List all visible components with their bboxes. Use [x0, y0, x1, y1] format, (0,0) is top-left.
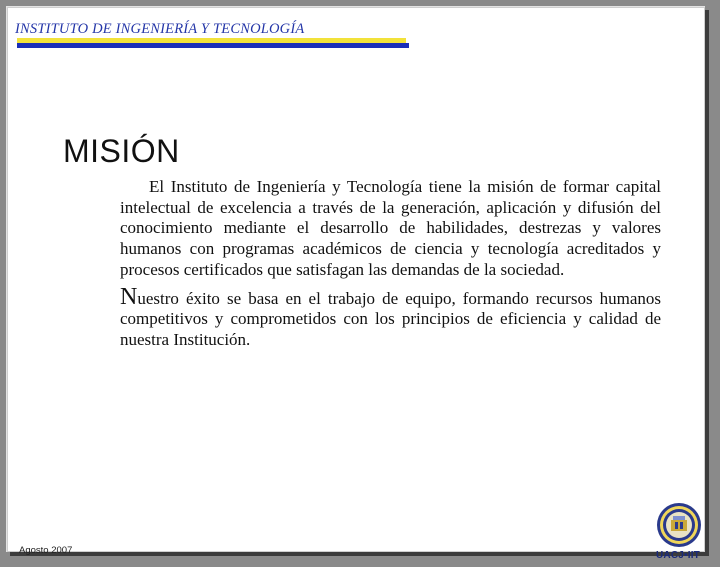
university-seal-icon — [656, 502, 702, 548]
footer-logo-text: UACJ•IIT — [656, 550, 700, 561]
mission-paragraph: El Instituto de Ingeniería y Tecnología tiene la misión de formar capital intelectual de excelencia a través de la generación, aplicación y difusión del conocimiento mediante el desarrollo de habilidades, destrezas y valores humanos con programas académicos de ciencia y tecnología acreditados y procesos certificados que satisfagan las demandas de la sociedad. — [120, 177, 661, 279]
header-blue-bar — [17, 43, 409, 48]
institute-header: INSTITUTO DE INGENIERÍA Y TECNOLOGÍA — [15, 21, 305, 37]
slide — [6, 6, 705, 561]
footer-date: Agosto 2007 — [19, 545, 73, 556]
mission-text — [120, 177, 661, 351]
team-paragraph — [120, 283, 661, 351]
page-title: MISIÓN — [63, 133, 180, 169]
team-paragraph-text: uestro éxito se basa en el trabajo de equipo, formando recursos humanos competitivos y comprometidos con los principios de eficiencia y calidad de nuestra Institución. — [120, 288, 661, 349]
paragraph-initial: N — [120, 283, 138, 310]
